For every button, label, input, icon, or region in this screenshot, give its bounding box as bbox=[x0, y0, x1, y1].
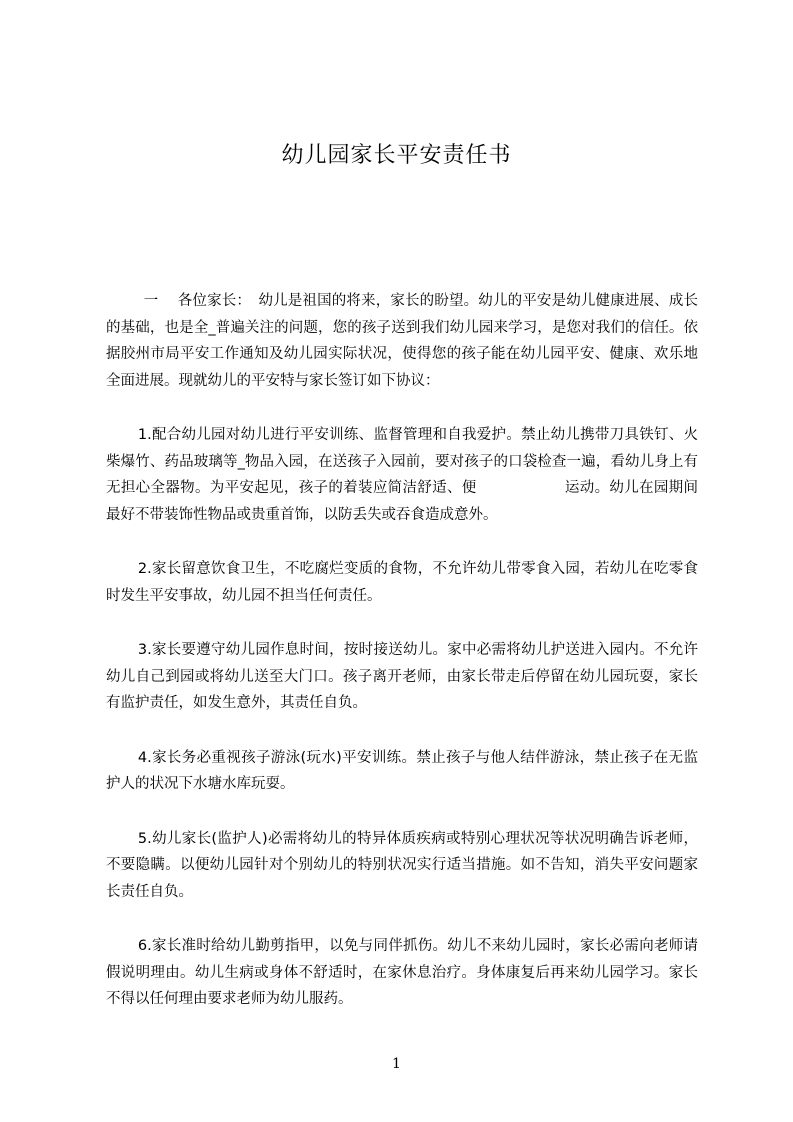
clause-1-text-start: 1.配合幼儿园对幼儿进行平安训练、监督管理和自我爱护。禁止幼儿携带刀具铁钉、火柴爆竹、药品玻璃等_物品入园，在送孩子入园前，要对孩子的口袋检查一遍，看幼儿身上有无担心全器物。为平安起见，孩子的着装应简洁舒适、便 bbox=[106, 427, 698, 496]
clause-3: 3.家长要遵守幼儿园作息时间，按时接送幼儿。家中必需将幼儿护送进入园内。不允许幼儿自己到园或将幼儿送至大门口。孩子离开老师，由家长带走后停留在幼儿园玩耍，家长有监护责任，如发生意外，其责任自负。 bbox=[106, 642, 698, 711]
document-title: 幼儿园家长平安责任书 bbox=[281, 143, 512, 168]
intro-paragraph: 一 各位家长： 幼儿是祖国的将来，家长的盼望。幼儿的平安是幼儿健康进展、成长的基础，也是全_普遍关注的问题，您的孩子送到我们幼儿园来学习，是您对我们的信任。依据胶州市局平安工作通知及幼儿园实际状况，使得您的孩子能在幼儿园平安、健康、欢乐地全面进展。现就幼儿的平安特与家长签订如下协议： bbox=[106, 293, 698, 389]
clause-6: 6.家长准时给幼儿勤剪指甲，以免与同伴抓伤。幼儿不来幼儿园时，家长必需向老师请假说明理由。幼儿生病或身体不舒适时，在家休息治疗。身体康复后再来幼儿园学习。家长不得以任何理由要求老师为幼儿服药。 bbox=[106, 938, 698, 1007]
clause-2: 2.家长留意饮食卫生，不吃腐烂变质的食物，不允许幼儿带零食入园，若幼儿在吃零食时发生平安事故，幼儿园不担当任何责任。 bbox=[106, 561, 698, 604]
clause-4: 4.家长务必重视孩子游泳(玩水)平安训练。禁止孩子与他人结伴游泳，禁止孩子在无监护人的状况下水塘水库玩耍。 bbox=[106, 749, 698, 792]
clause-5: 5.幼儿家长(监护人)必需将幼儿的特异体质疾病或特别心理状况等状况明确告诉老师，不要隐瞒。以便幼儿园针对个别幼儿的特别状况实行适当措施。如不告知，消失平安问题家长责任自负。 bbox=[106, 830, 698, 900]
clause-1 bbox=[106, 422, 698, 528]
page-number: 1 bbox=[392, 1056, 401, 1072]
clause-1-text-end: 运动。幼儿在园期间最好不带装饰性物品或贵重首饰，以防丢失或吞食造成意外。 bbox=[106, 480, 699, 523]
document-body bbox=[106, 288, 698, 1041]
